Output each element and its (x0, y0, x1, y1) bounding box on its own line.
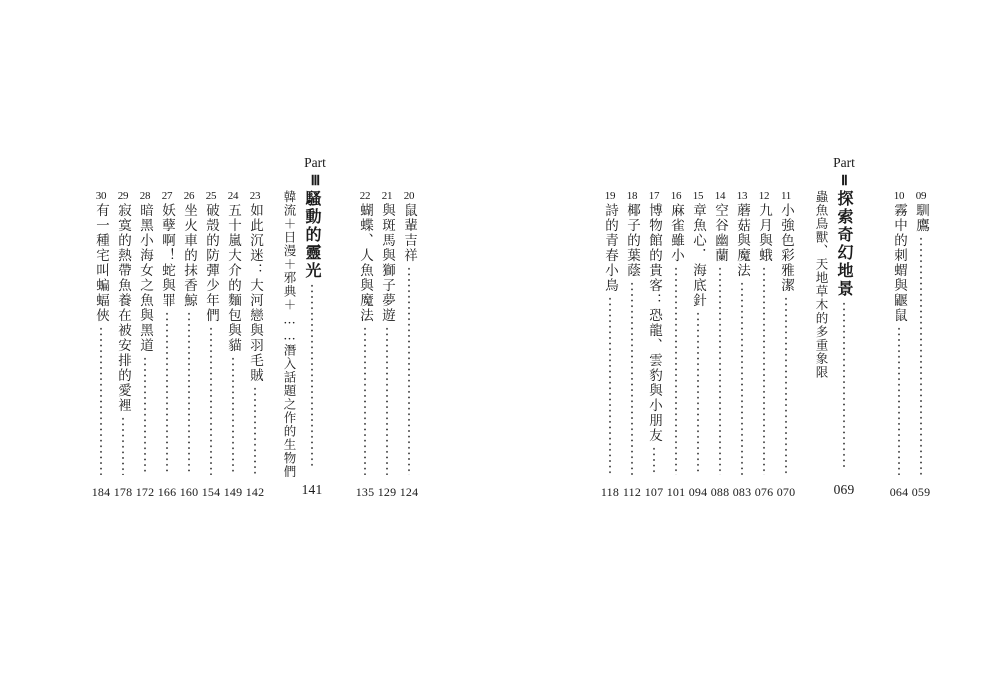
entry-number: 16 (670, 190, 682, 202)
toc-entry-15[interactable] (687, 190, 709, 475)
section-heading[interactable] (832, 190, 856, 468)
entry-number: 27 (161, 190, 173, 202)
entry-page-09: 059 (911, 485, 931, 499)
toc-entry-28[interactable] (134, 190, 156, 475)
dot-leader (675, 266, 677, 475)
toc-entry-21[interactable] (376, 190, 398, 475)
dot-leader (144, 356, 146, 475)
toc-entry-22[interactable] (354, 190, 376, 475)
toc-entry-11[interactable] (775, 190, 797, 475)
entry-page-17: 107 (644, 485, 664, 499)
dot-leader (763, 266, 765, 475)
toc-entry-16[interactable] (665, 190, 687, 475)
dot-leader (653, 446, 655, 475)
part-label: Part (833, 155, 855, 170)
entry-title: 五十嵐大介的麵包與貓 (225, 203, 241, 353)
entry-title: 馴鷹 (913, 203, 929, 233)
entry-title: 妖孽啊！蛇與罪 (159, 203, 175, 308)
entry-title: 九月與蛾 (756, 203, 772, 263)
entry-number: 11 (781, 190, 791, 202)
entry-number: 15 (692, 190, 704, 202)
dot-leader (364, 326, 366, 475)
entry-title: 椰子的葉蔭 (624, 203, 640, 278)
entry-number: 13 (736, 190, 748, 202)
entry-number: 25 (205, 190, 217, 202)
toc-entry-13[interactable] (731, 190, 753, 475)
entry-title: 如此沉迷：大河戀與羽毛賊 (247, 203, 263, 383)
entry-page-20: 124 (399, 485, 419, 499)
entry-number: 28 (139, 190, 151, 202)
toc-entry-19[interactable] (599, 190, 621, 475)
section-page: 069 (833, 482, 855, 497)
entry-title: 霧中的刺蝟與鼴鼠 (891, 203, 907, 323)
entry-page-26: 160 (179, 485, 199, 499)
entry-page-21: 129 (377, 485, 397, 499)
toc-entry-18[interactable] (621, 190, 643, 475)
section-title: 騷動的靈光 (303, 190, 322, 280)
dot-leader (697, 311, 699, 475)
entry-number: 18 (626, 190, 638, 202)
entry-number: 10 (893, 190, 905, 202)
toc-entry-17[interactable] (643, 190, 665, 475)
entry-page-30: 184 (91, 485, 111, 499)
entry-title: 麻雀雖小 (668, 203, 684, 263)
entry-title: 章魚心．海底針 (690, 203, 706, 308)
entry-page-13: 083 (732, 485, 752, 499)
dot-leader (843, 301, 845, 468)
entry-page-22: 135 (355, 485, 375, 499)
entry-number: 29 (117, 190, 129, 202)
entry-number: 20 (403, 190, 415, 202)
section-page: 141 (301, 482, 323, 497)
dot-leader (210, 326, 212, 475)
dot-leader (122, 416, 124, 475)
entry-title: 寂寞的熱帶魚養在被安排的愛裡 (115, 203, 131, 413)
entry-number: 12 (758, 190, 770, 202)
dot-leader (741, 281, 743, 475)
entry-number: 26 (183, 190, 195, 202)
dot-leader (254, 386, 256, 475)
dot-leader (188, 311, 190, 475)
dot-leader (166, 311, 168, 475)
entry-page-12: 076 (754, 485, 774, 499)
entry-title: 詩的青春小鳥 (602, 203, 618, 293)
entry-page-29: 178 (113, 485, 133, 499)
section-heading[interactable] (300, 190, 324, 468)
entry-title: 坐火車的抹香鯨 (181, 203, 197, 308)
section-subtitle-column (279, 190, 299, 479)
entry-page-19: 118 (600, 485, 620, 499)
entry-page-27: 166 (157, 485, 177, 499)
toc-entry-29[interactable] (112, 190, 134, 475)
entry-page-18: 112 (622, 485, 642, 499)
entry-page-11: 070 (776, 485, 796, 499)
entry-number: 21 (381, 190, 393, 202)
section-subtitle: 蟲魚鳥獸、天地草木的多重象限 (814, 190, 829, 379)
entry-number: 24 (227, 190, 239, 202)
section-subtitle: 韓流＋日漫＋邪典＋……潛入話題之作的生物們 (282, 190, 297, 479)
dot-leader (785, 296, 787, 475)
entry-number: 30 (95, 190, 107, 202)
toc-entry-23[interactable] (244, 190, 266, 475)
entry-page-14: 088 (710, 485, 730, 499)
entry-number: 09 (915, 190, 927, 202)
section-title: 探索奇幻地景 (835, 190, 854, 298)
toc-entry-24[interactable] (222, 190, 244, 475)
toc-entry-30[interactable] (90, 190, 112, 475)
dot-leader (386, 326, 388, 475)
toc-entry-25[interactable] (200, 190, 222, 475)
entry-title: 與斑馬與獅子夢遊 (379, 203, 395, 323)
entry-page-25: 154 (201, 485, 221, 499)
dot-leader (232, 356, 234, 475)
entry-page-24: 149 (223, 485, 243, 499)
dot-leader (408, 266, 410, 475)
entry-title: 有一種宅叫蝙蝠俠 (93, 203, 109, 323)
section-subtitle-column (811, 190, 831, 390)
entry-number: 17 (648, 190, 660, 202)
entry-title: 暗黑小海女之魚與黑道 (137, 203, 153, 353)
entry-title: 鼠輩吉祥 (401, 203, 417, 263)
dot-leader (311, 283, 313, 468)
entry-title: 蘑菇與魔法 (734, 203, 750, 278)
entry-number: 23 (249, 190, 261, 202)
toc-entry-14[interactable] (709, 190, 731, 475)
entry-page-23: 142 (245, 485, 265, 499)
dot-leader (719, 266, 721, 475)
entry-title: 小強色彩雅潔 (778, 203, 794, 293)
entry-page-16: 101 (666, 485, 686, 499)
toc-entry-12[interactable] (753, 190, 775, 475)
entry-page-15: 094 (688, 485, 708, 499)
toc-entry-26[interactable] (178, 190, 200, 475)
dot-leader (609, 296, 611, 475)
dot-leader (920, 236, 922, 475)
part-numeral: Ⅲ (310, 174, 320, 189)
entry-title: 蝴蝶、人魚與魔法 (357, 203, 373, 323)
entry-number: 14 (714, 190, 726, 202)
part-numeral: Ⅱ (841, 174, 847, 189)
entry-title: 空谷幽蘭 (712, 203, 728, 263)
entry-number: 22 (359, 190, 371, 202)
toc-entry-09[interactable] (910, 190, 932, 475)
entry-page-10: 064 (889, 485, 909, 499)
toc-entry-10[interactable] (888, 190, 910, 475)
entry-number: 19 (604, 190, 616, 202)
dot-leader (898, 326, 900, 475)
entry-page-28: 172 (135, 485, 155, 499)
toc-entry-27[interactable] (156, 190, 178, 475)
dot-leader (631, 281, 633, 475)
entry-title: 破殼的防彈少年們 (203, 203, 219, 323)
toc-entry-20[interactable] (398, 190, 420, 475)
part-label: Part (304, 155, 326, 170)
dot-leader (100, 326, 102, 475)
entry-title: 博物館的貴客：恐龍、雲豹與小朋友 (646, 203, 662, 443)
